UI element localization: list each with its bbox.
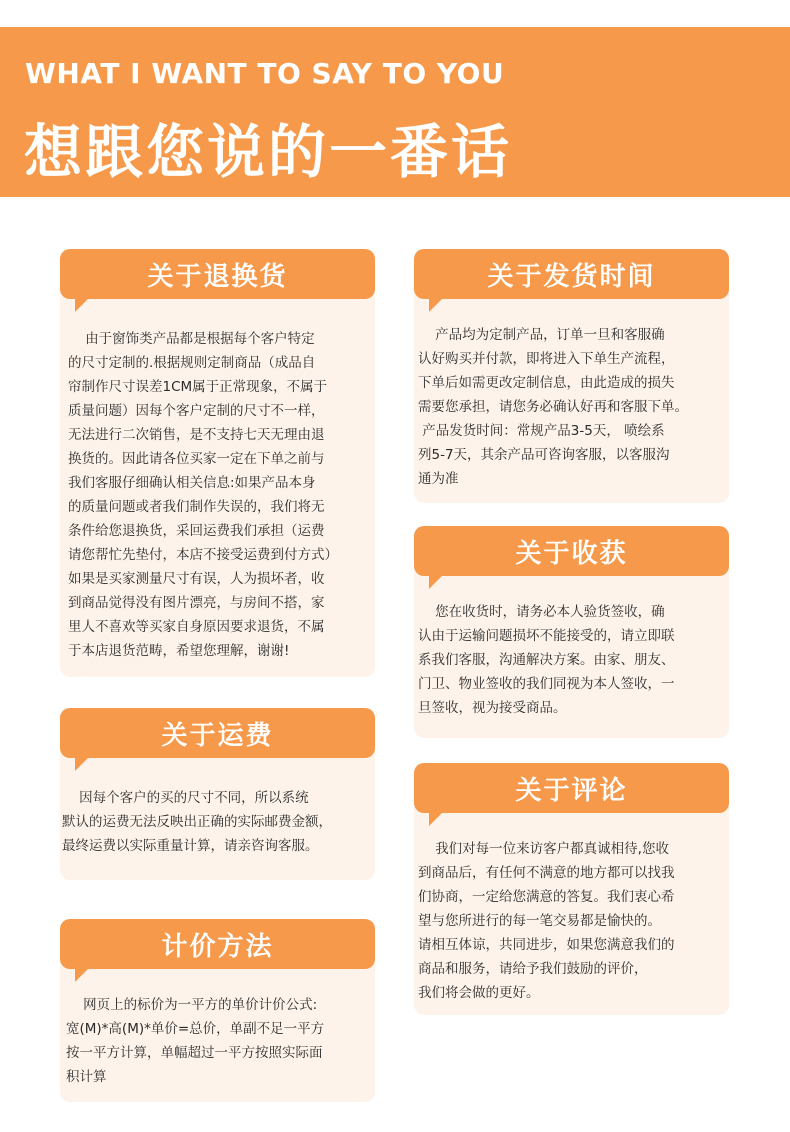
card-shipping-fee-text: 因每个客户的买的尺寸不同，所以系统 默认的运费无法反映出正确的实际邮费金额， 最终运费以实际重量计算，请亲咨询客服。	[62, 790, 332, 854]
card-pricing-text: 网页上的标价为一平方的单价计价公式: 宽(M)*高(M)*单价=总价，单副不足一平方 按一平方计算，单幅超过一平方按照实际面 积计算	[66, 997, 325, 1085]
card-reviews-title: 关于评论	[414, 763, 729, 813]
card-returns-text: 由于窗饰类产品都是根据每个客户特定 的尺寸定制的.根据规则定制商品（成品自 帘制作尺寸误差1CM属于正常现象，不属于 质量问题）因每个客户定制的尺寸不一样， 无法进行二次销售，是不支持七天无理由退 换货的。因此请各位买家一定在下单之前与 我们客服仔细确认相关信息:如果产品本身 的质量问题或者我们制作失误的，我们将无 条件给您退换货，采回运费我们承担（运费 请您帮忙先垫付，本店不接受运费到付方式） 如果是买家测量尺寸有误，人为损坏者，收 到商品觉得没有图片漂亮，与房间不搭，家 里人不喜欢等买家自身原因要求退货，不属 于本店退货范畴，希望您理解，谢谢!	[68, 331, 338, 659]
card-delivery-time	[414, 249, 729, 503]
header-title-en: WHAT I WANT TO SAY TO YOU	[25, 57, 505, 90]
card-shipping-fee-title: 关于运费	[60, 708, 375, 758]
card-returns	[60, 249, 375, 677]
card-receiving-text: 您在收货时，请务必本人验货签收，确 认由于运输问题损坏不能接受的，请立即联 系我们客服，沟通解决方案。由家、朋友、 门卫、物业签收的我们同视为本人签收，一 旦签收，视为接受商品。	[418, 604, 675, 716]
header-title-cn: 想跟您说的一番话	[24, 118, 513, 186]
card-delivery-time-text: 产品均为定制产品，订单一旦和客服确 认好购买并付款，即将进入下单生产流程， 下单后如需更改定制信息，由此造成的损失 需要您承担，请您务必确认好再和客服下单。 产品发货时间：常规产品3-5天， 喷绘系 列5-7天，其余产品可咨询客服，以客服沟 通为准	[418, 327, 688, 487]
card-reviews-text: 我们对每一位来访客户都真诚相待,您收 到商品后，有任何不满意的地方都可以找我 们协商，一定给您满意的答复。我们衷心希 望与您所进行的每一笔交易都是愉快的。 请相互体谅，共同进步，如果您满意我们的 商品和服务，请给予我们鼓励的评价， 我们将会做的更好。	[418, 841, 675, 1001]
header-banner	[0, 27, 790, 197]
card-pricing-title: 计价方法	[60, 919, 375, 969]
card-receiving	[414, 526, 729, 738]
card-reviews	[414, 763, 729, 1015]
card-pricing	[60, 919, 375, 1102]
card-delivery-time-title: 关于发货时间	[414, 249, 729, 299]
card-receiving-title: 关于收获	[414, 526, 729, 576]
card-shipping-fee	[60, 708, 375, 880]
card-returns-title: 关于退换货	[60, 249, 375, 299]
